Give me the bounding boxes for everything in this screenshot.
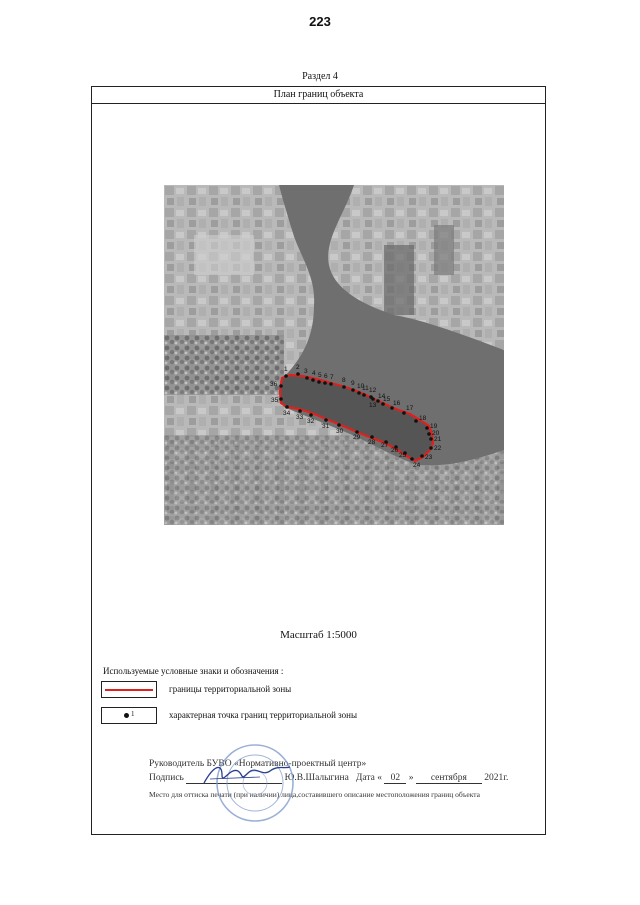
- boundary-point-label: 10: [357, 383, 365, 390]
- boundary-point-label: 30: [336, 428, 344, 435]
- boundary-point: [279, 384, 283, 388]
- boundary-point-label: 35: [271, 397, 279, 404]
- boundary-point: [324, 418, 328, 422]
- legend-heading: Используемые условные знаки и обозначения :: [103, 666, 284, 676]
- date-mid: »: [408, 773, 414, 783]
- boundary-point: [296, 372, 300, 376]
- boundary-point-label: 18: [419, 415, 427, 422]
- boundary-point: [429, 437, 433, 441]
- boundary-point-label: 33: [296, 414, 304, 421]
- boundary-point-label: 5: [318, 372, 322, 379]
- boundary-point: [329, 382, 333, 386]
- legend-dot-text: характерная точка границ территориальной зоны: [169, 710, 358, 720]
- legend-dot-number: 1: [131, 710, 135, 718]
- date-year: 2021г.: [484, 773, 509, 783]
- boundary-point: [420, 454, 424, 458]
- boundary-point: [298, 409, 302, 413]
- boundary-point-label: 13: [369, 402, 377, 409]
- boundary-point: [309, 413, 313, 417]
- page-number: 223: [309, 14, 331, 29]
- signer-name: Ю.В.Шалыгина: [284, 773, 349, 783]
- boundary-point-label: 21: [434, 436, 442, 443]
- plan-frame: [91, 86, 546, 835]
- boundary-point-label: 25: [399, 452, 407, 459]
- boundary-point-label: 36: [270, 381, 278, 388]
- scale-label: Масштаб 1:5000: [280, 629, 357, 641]
- boundary-point: [342, 385, 346, 389]
- boundary-point-label: 8: [342, 377, 346, 384]
- boundary-point-label: 17: [406, 405, 414, 412]
- boundary-point-label: 32: [307, 418, 315, 425]
- boundary-point-label: 16: [393, 400, 401, 407]
- boundary-point: [429, 446, 433, 450]
- boundary-point: [284, 374, 288, 378]
- boundary-point: [371, 397, 375, 401]
- boundary-point: [425, 426, 429, 430]
- boundary-point: [305, 376, 309, 380]
- boundary-point-label: 29: [353, 434, 361, 441]
- boundary-point-label: 12: [369, 387, 377, 394]
- boundary-point-label: 34: [283, 410, 291, 417]
- boundary-point: [362, 393, 366, 397]
- boundary-point-label: 6: [324, 373, 328, 380]
- boundary-point-label: 14: [378, 393, 386, 400]
- frame-title: План границ объекта: [92, 87, 545, 104]
- legend-dot-symbol: [101, 707, 157, 724]
- legend-line-text: границы территориальной зоны: [169, 684, 292, 694]
- boundary-point-label: 3: [304, 368, 308, 375]
- boundary-point-label: 27: [381, 442, 389, 449]
- boundary-point-label: 7: [330, 374, 334, 381]
- boundary-point: [410, 457, 414, 461]
- boundary-point-label: 24: [413, 462, 421, 469]
- boundary-point-label: 15: [383, 396, 391, 403]
- boundary-point-label: 4: [312, 370, 316, 377]
- boundary-point-label: 31: [322, 423, 330, 430]
- boundary-point: [337, 423, 341, 427]
- boundary-point: [427, 432, 431, 436]
- boundary-point-label: 26: [391, 447, 399, 454]
- boundary-point: [357, 391, 361, 395]
- boundary-point-label: 22: [434, 445, 442, 452]
- boundary-point-label: 9: [351, 380, 355, 387]
- boundary-point-label: 11: [362, 385, 369, 392]
- stamp-place-note: Место для оттиска печати (при наличии) лица,составившего описание местоположения границ объекта: [149, 790, 480, 799]
- handwritten-signature: [200, 759, 292, 789]
- aerial-map: [164, 185, 504, 525]
- legend-line-symbol: [101, 681, 157, 698]
- boundary-point-label: 28: [368, 439, 376, 446]
- boundary-point-label: 1: [284, 366, 288, 373]
- boundary-point: [279, 397, 283, 401]
- boundary-point: [323, 381, 327, 385]
- date-day: 02: [384, 773, 406, 784]
- boundary-point: [311, 378, 315, 382]
- boundary-point-label: 19: [430, 423, 438, 430]
- date-month: сентября: [416, 773, 482, 784]
- boundary-point-label: 23: [425, 454, 433, 461]
- sign-label: Подпись: [149, 773, 184, 783]
- boundary-point: [317, 380, 321, 384]
- section-label: Раздел 4: [302, 71, 338, 82]
- boundary-point: [414, 419, 418, 423]
- boundary-point: [351, 388, 355, 392]
- date-label: Дата «: [355, 773, 382, 783]
- boundary-point-label: 20: [432, 430, 440, 437]
- head-position: Руководитель БУВО «Нормативно-проектный центр»: [149, 759, 367, 769]
- boundary-point-label: 2: [296, 364, 300, 371]
- boundary-point: [285, 405, 289, 409]
